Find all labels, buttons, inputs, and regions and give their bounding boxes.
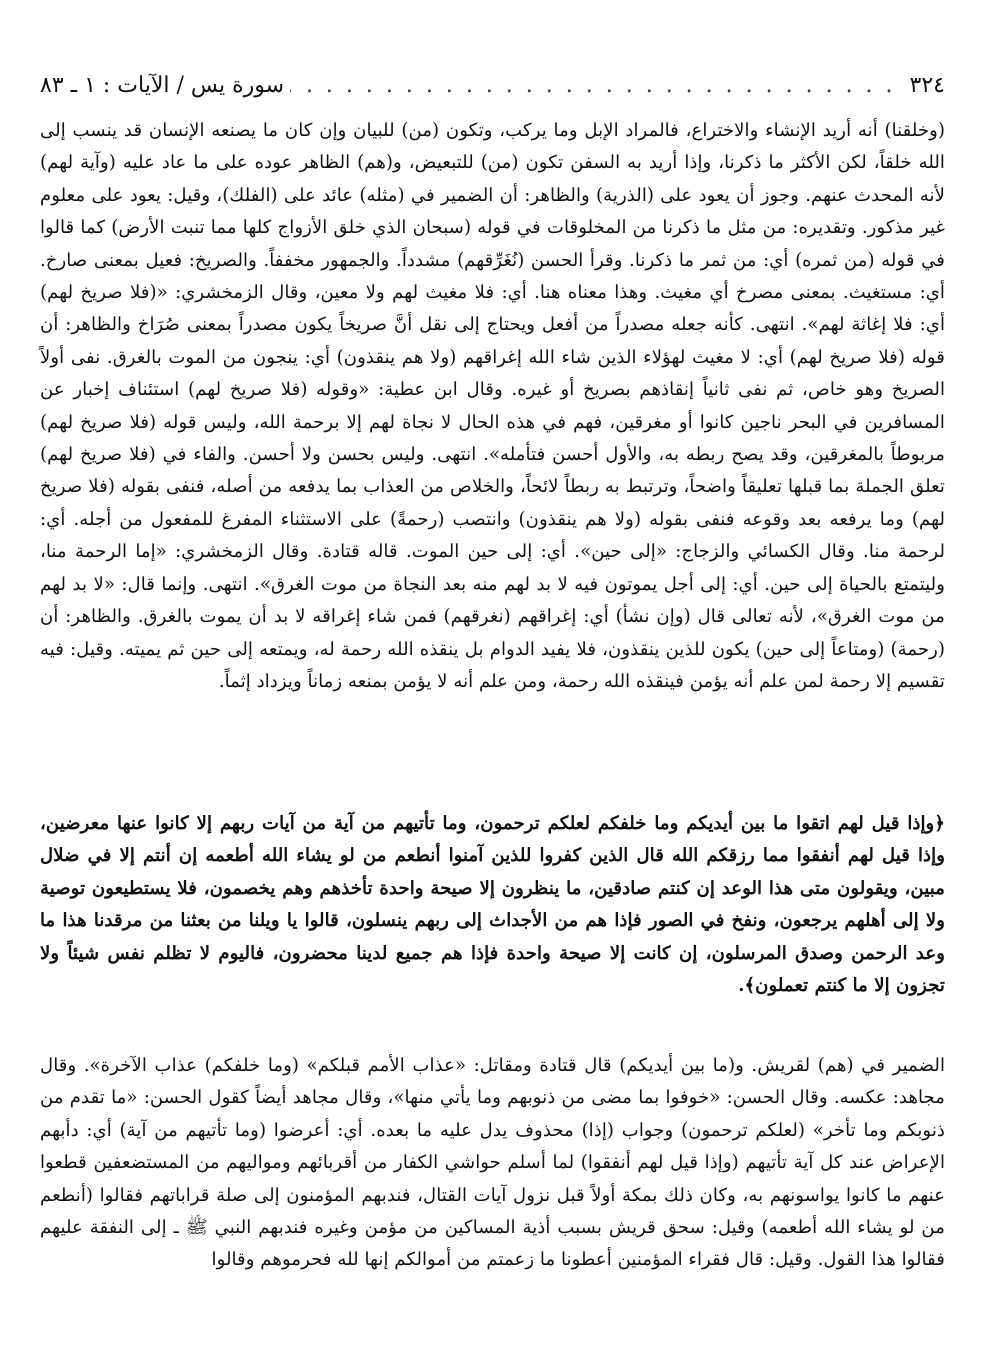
verses-paragraph: ﴿وإذا قيل لهم اتقوا ما بين أيديكم وما خلفكم لعلكم ترحمون، وما تأتيهم من آية من آيات ربهم إلا كانوا عنها معرضين، وإذا قيل لهم أنفقوا مما رزقكم الله قال الذين كفروا للذين آمنوا أنطعم من لو يشاء الله أطعمه إن أنتم إلا في ضلال مبين، ويقولون متى هذا الوعد إن كنتم صادقين، ما ينظرون إلا صيحة واحدة تأخذهم وهم يخصمون، فلا يستطيعون توصية ولا إلى أهلهم يرجعون، ونفخ في الصور فإذا هم من الأجداث إلى ربهم ينسلون، قالوا يا ويلنا من بعثنا من مرقدنا هذا ما وعد الرحمن وصدق المرسلون، إن كانت إلا صيحة واحدة فإذا هم جميع لدينا محضرون، فاليوم لا تظلم نفس شيئاً ولا تجزون إلا ما كنتم تعملون﴾. (40, 813, 945, 997)
commentary-paragraph: الضمير في (هم) لقريش. و(ما بين أيديكم) قال قتادة ومقاتل: «عذاب الأمم قبلكم» (وما خلفكم) عذاب الآخرة». وقال مجاهد: عكسه. وقال الحسن: «خوفوا بما مضى من ذنوبهم وما يأتي منها»، وقال مجاهد أيضاً كقول الحسن: «ما تقدم من ذنوبكم وما تأخر» (لعلكم ترحمون) وجواب (إذا) محذوف يدل عليه ما بعده. أي: أعرضوا (وما تأتيهم من آية) أي: دأبهم الإعراض عند كل آية تأتيهم (وإذا قيل لهم أنفقوا) لما أسلم حواشي الكفار من أقربائهم ومواليهم من المستضعفين قطعوا عنهم ما كانوا يواسونهم به، وكان ذلك بمكة أولاً قبل نزول آيات القتال، فندبهم المؤمنون إلى صلة قراباتهم فقالوا (أنطعم من لو يشاء الله أطعمه) وقيل: سحق قريش بسبب أذية المساكين من مؤمن وغيره فندبهم النبي ﷺ ـ إلى النفقة عليهم فقالوا هذا القول. وقيل: قال فقراء المؤمنين أعطونا ما زعمتم من أموالكم إنها لله فحرموهم وقالوا (40, 1055, 945, 1271)
commentary-paragraph: (وخلقنا) أنه أريد الإنشاء والاختراع، فالمراد الإبل وما يركب، وتكون (من) للبيان وإن كان ما يصنعه الإنسان قد ينسب إلى الله خلقاً، لكن الأكثر ما ذكرنا، وإذا أريد به السفن تكون (من) للتبعيض، و(هم) الظاهر عوده على ما عاد عليه (وآية لهم) لأنه المحدث عنهم. وجوز أن يعود على (الذرية) والظاهر: أن الضمير في (مثله) عائد على (الفلك)، وقيل: يعود على معلوم غير مذكور. وتقديره: من مثل ما ذكرنا من المخلوقات في قوله (سبحان الذي خلق الأزواج كلها مما تنبت الأرض) كما قالوا في قوله (من ثمره) أي: من ثمر ما ذكرنا. وقرأ الحسن (نُغَرِّقهم) مشدداً. والجمهور مخففاً. والصريخ: فعيل بمعنى صارخ. أي: مستغيث. بمعنى مصرخ أي مغيث. وهذا معناه هنا. أي: فلا مغيث لهم ولا معين، وقال الزمخشري: «(فلا صريخ لهم) أي: فلا إغاثة لهم». انتهى. كأنه جعله مصدراً من أفعل ويحتاج إلى نقل أنَّ صريخاً يكون مصدراً بمعنى صُرَاخ والظاهر: أن قوله (فلا صريخ لهم) أي: لا مغيث لهؤلاء الذين شاء الله إغراقهم (ولا هم ينقذون) أي: ينجون من الموت بالغرق. نفى أولاً الصريخ وهو خاص، ثم نفى ثانياً إنقاذهم بصريخ أو غيره. وقال ابن عطية: «وقوله (فلا صريخ لهم) استئناف إخبار عن المسافرين في البحر ناجين كانوا أو مغرقين، فهم في هذه الحال لا نجاة لهم إلا برحمة الله، وليس قوله (فلا صريخ لهم) مربوطاً بالمغرقين، وقد يصح ربطه به، والأول أحسن فتأمله». انتهى. وليس بحسن ولا أحسن. والفاء في (فلا صريخ لهم) تعلق الجملة بما قبلها تعليقاً واضحاً، وترتبط به ربطاً لائحاً، والخلاص من العذاب بما يدفعه من أصله، فنفى بقوله (فلا صريخ لهم) وما يرفعه بعد وقوعه فنفى بقوله (ولا هم ينقذون) وانتصب (رحمةً) على الاستثناء المفرغ للمفعول من أجله. أي: لرحمة منا. وقال الكسائي والزجاج: «إلى حين». أي: إلى حين الموت. قاله قتادة. وقال الزمخشري: «إما الرحمة منا، وليتمتع بالحياة إلى حين. أي: إلى أجل يموتون فيه لا بد لهم منه بعد النجاة من موت الغرق». انتهى. وإنما قال: «لا بد لهم من موت الغرق»، لأنه تعالى قال (وإن نشأ) أي: إغراقهم (نغرقهم) فمن شاء إغراقه لا بد أن يموت بالغرق. والظاهر: أن (رحمة) (ومتاعاً إلى حين) يكون للذين ينقذون، فلا يفيد الدوام بل ينقذه الله رحمة له، ويمتعه إلى حين ثم يميته. وقيل: فيه تقسيم إلا رحمة لمن علم أنه يؤمن فينقذه الله رحمة، ومن علم أنه لا يؤمن بمنعه زماناً ويزداد إثماً. (40, 120, 945, 692)
commentary-block-1 (40, 115, 945, 698)
commentary-block-2 (40, 1050, 945, 1277)
header-leader-dots (290, 73, 896, 98)
page-number: ٣٢٤ (909, 72, 945, 98)
page-header (40, 68, 945, 102)
surah-verses-label: سورة يس / الآيات : ١ ـ ٨٣ (40, 72, 285, 98)
quran-verses-block (40, 808, 945, 1002)
